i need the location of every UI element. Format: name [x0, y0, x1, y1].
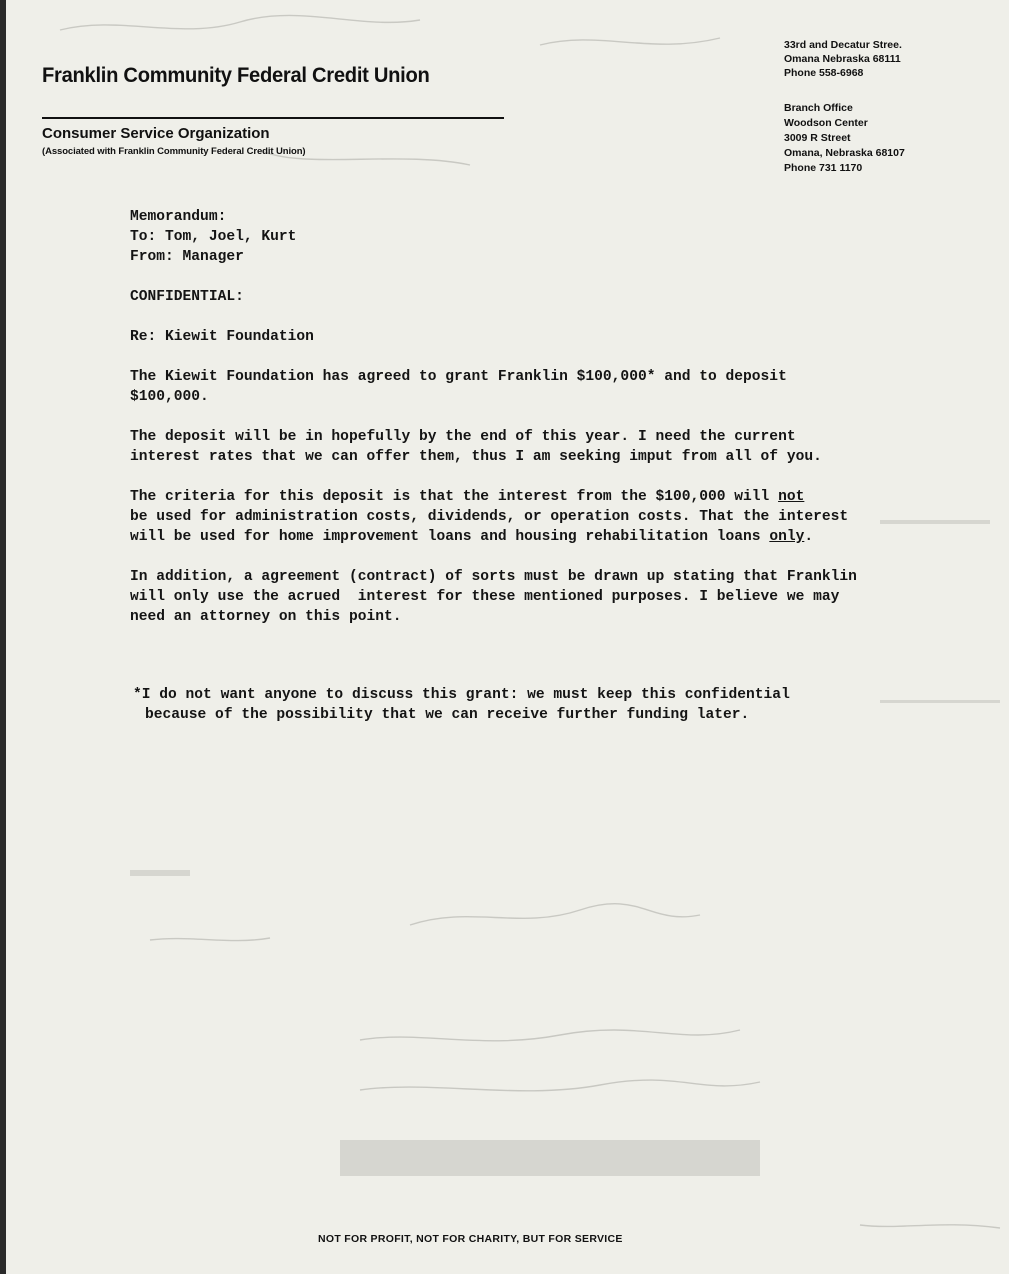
footer-motto: NOT FOR PROFIT, NOT FOR CHARITY, BUT FOR SERVICE — [318, 1233, 623, 1245]
subdivision-name: Consumer Service Organization — [42, 125, 270, 142]
org-name: Franklin Community Federal Credit Union — [42, 64, 430, 87]
branch-address — [784, 101, 905, 176]
underlined-only: only — [769, 529, 805, 545]
header-rule — [42, 117, 504, 119]
main-address — [784, 38, 902, 80]
memo-from: From: Manager — [130, 249, 244, 265]
memo-to: To: Tom, Joel, Kurt — [130, 229, 297, 245]
paragraph-grant: The Kiewit Foundation has agreed to grant Franklin $100,000* and to deposit $100,000. — [130, 369, 787, 405]
paragraph-criteria: The criteria for this deposit is that the interest from the $100,000 will not be used for administration costs, dividends, or operation costs. That the interest will be used for home improvement loans and housing rehabilitation loans only. — [130, 489, 849, 545]
branch-label: Branch Office — [784, 102, 853, 114]
address-phone: Phone 558-6968 — [784, 67, 864, 79]
underlined-not: not — [778, 489, 805, 505]
address-line: 33rd and Decatur Stree. — [784, 39, 902, 51]
branch-line: 3009 R Street — [784, 132, 851, 144]
memo-subject: Re: Kiewit Foundation — [130, 329, 314, 345]
association-note: (Associated with Franklin Community Federal Credit Union) — [42, 146, 306, 157]
memo-body — [130, 207, 990, 725]
paragraph-deposit: The deposit will be in hopefully by the end of this year. I need the current interest rates that we can offer them, thus I am seeking imput from all of you. — [130, 429, 822, 465]
branch-line: Omana, Nebraska 68107 — [784, 147, 905, 159]
branch-phone: Phone 731 1170 — [784, 162, 863, 174]
paragraph-agreement: In addition, a agreement (contract) of sorts must be drawn up stating that Franklin will only use the acrued interest for these mentioned purposes. I believe we may need an attorney on this point. — [130, 569, 857, 625]
branch-line: Woodson Center — [784, 117, 868, 129]
memo-classification: CONFIDENTIAL: — [130, 289, 244, 305]
memo-heading: Memorandum: — [130, 209, 227, 225]
footnote: *I do not want anyone to discuss this grant: we must keep this confidential because of the possibility that we can receive further funding later. — [133, 687, 790, 723]
address-line: Omana Nebraska 68111 — [784, 53, 901, 65]
